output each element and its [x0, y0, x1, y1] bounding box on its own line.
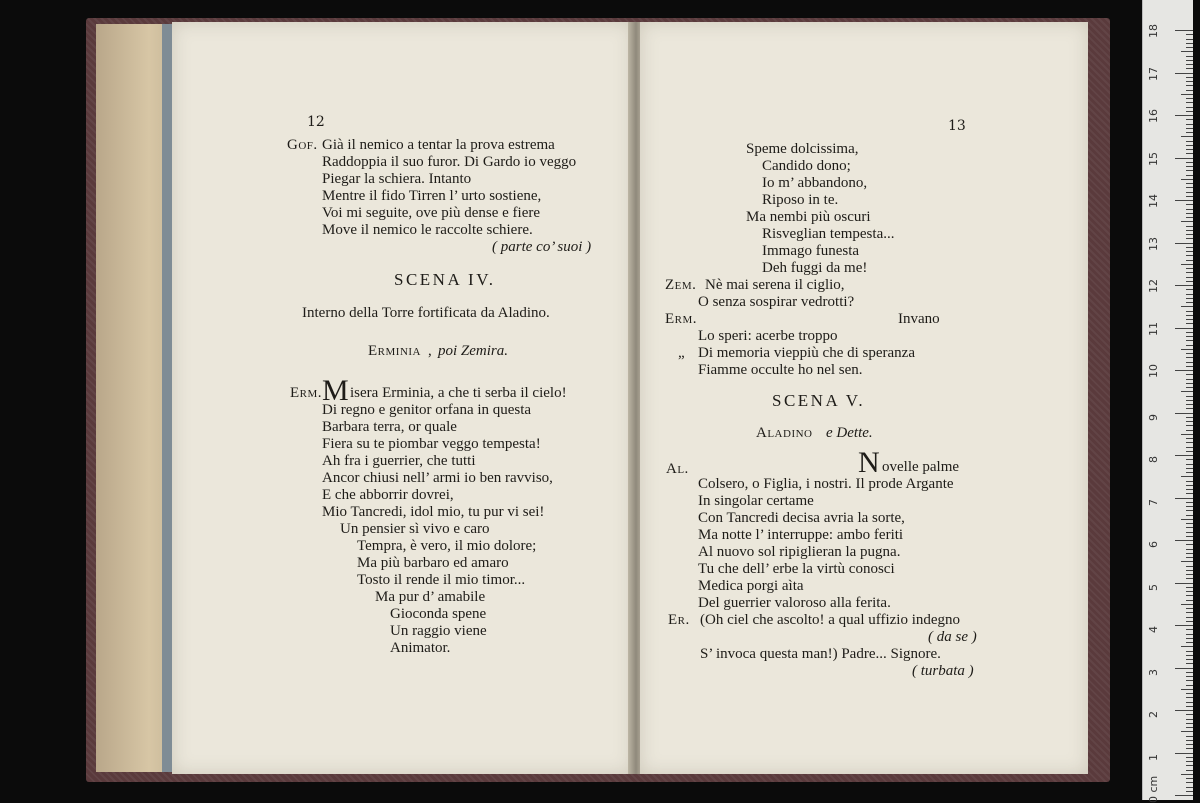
ruler-number: 6 [1147, 541, 1160, 548]
ruler-minor-tick [1186, 340, 1193, 341]
ruler-minor-tick [1186, 383, 1193, 384]
ruler-minor-tick [1186, 676, 1193, 677]
verse-line: Immago funesta [762, 243, 860, 259]
scene-title-iv: SCENA IV. [394, 270, 496, 289]
ruler-minor-tick [1186, 549, 1193, 550]
ruler-minor-tick [1186, 736, 1193, 737]
ruler-minor-tick [1186, 387, 1193, 388]
ruler-number: 12 [1147, 279, 1160, 293]
characters-erminia: Erminia [368, 343, 421, 359]
ruler-minor-tick [1186, 744, 1193, 745]
ruler-minor-tick [1181, 561, 1193, 562]
ruler-minor-tick [1186, 472, 1193, 473]
ruler-major-tick [1175, 30, 1193, 31]
ruler-minor-tick [1186, 217, 1193, 218]
ruler-number: 14 [1147, 194, 1160, 208]
ruler-minor-tick [1186, 107, 1193, 108]
scene-title-v: SCENA V. [772, 391, 866, 410]
ruler-minor-tick [1186, 353, 1193, 354]
ruler-major-tick [1175, 200, 1193, 201]
ruler-minor-tick [1186, 672, 1193, 673]
speaker-al: Al. [666, 461, 689, 477]
ruler-minor-tick [1186, 425, 1193, 426]
ruler-number: 13 [1147, 236, 1160, 251]
ruler-minor-tick [1186, 417, 1193, 418]
right-page [640, 22, 1088, 774]
ruler-minor-tick [1186, 281, 1193, 282]
ruler-minor-tick [1186, 166, 1193, 167]
verse-line: Ma notte l’ interruppe: ambo feriti [698, 527, 904, 543]
ruler-minor-tick [1186, 345, 1193, 346]
page-number-left: 12 [307, 114, 325, 130]
verse-line: (Oh ciel che ascolto! a qual uffizio indegno [700, 612, 961, 628]
ruler-number: 11 [1147, 321, 1160, 336]
verse-line: Risveglian tempesta... [762, 226, 895, 242]
stage-direction: ( da se ) [928, 629, 977, 645]
verse-line: Con Tancredi decisa avria la sorte, [698, 510, 905, 526]
ruler-major-tick [1175, 413, 1193, 414]
ruler-major-tick [1175, 285, 1193, 286]
ruler-minor-tick [1186, 638, 1193, 639]
drop-cap-n: N [858, 446, 880, 479]
verse-line: ovelle palme [882, 459, 960, 475]
ruler-minor-tick [1186, 192, 1193, 193]
ruler-minor-tick [1186, 595, 1193, 596]
ruler-minor-tick [1181, 51, 1193, 52]
ruler-minor-tick [1186, 404, 1193, 405]
ruler-minor-tick [1186, 723, 1193, 724]
verse-line: Piegar la schiera. Intanto [322, 171, 472, 187]
ruler-minor-tick [1186, 600, 1193, 601]
verse-line: Ancor chiusi nell’ armi io ben ravviso, [322, 470, 553, 486]
verse-line: Barbara terra, or quale [322, 419, 457, 435]
ruler-minor-tick [1186, 272, 1193, 273]
verse-line: Colsero, o Figlia, i nostri. Il prode Argante [698, 476, 954, 492]
verse-line: Ma pur d’ amabile [375, 589, 486, 605]
ruler-minor-tick [1186, 719, 1193, 720]
ruler-minor-tick [1186, 489, 1193, 490]
ruler-minor-tick [1186, 757, 1193, 758]
verse-line: Di regno e genitor orfana in questa [322, 402, 532, 418]
endpaper-edge [162, 24, 172, 772]
characters-dette: e Dette. [826, 425, 873, 441]
ruler-minor-tick [1186, 213, 1193, 214]
page-number-right: 13 [948, 118, 966, 134]
ruler-minor-tick [1186, 481, 1193, 482]
ruler-minor-tick [1186, 515, 1193, 516]
verse-line: Animator. [390, 640, 451, 656]
ruler-number: 18 [1147, 24, 1160, 38]
ruler-minor-tick [1186, 111, 1193, 112]
ruler-minor-tick [1186, 357, 1193, 358]
ruler-minor-tick [1181, 519, 1193, 520]
flyleaf [96, 24, 172, 772]
verse-line: O senza sospirar vedrotti? [698, 294, 855, 310]
ruler-minor-tick [1186, 553, 1193, 554]
ruler-minor-tick [1186, 617, 1193, 618]
ruler-minor-tick [1186, 787, 1193, 788]
ruler-minor-tick [1186, 693, 1193, 694]
ruler-number: 8 [1147, 456, 1160, 463]
ruler-minor-tick [1186, 336, 1193, 337]
ruler-minor-tick [1186, 510, 1193, 511]
ruler-major-tick [1175, 73, 1193, 74]
verse-line: Move il nemico le raccolte schiere. [322, 222, 533, 238]
ruler-number: 4 [1147, 626, 1160, 633]
ruler-minor-tick [1186, 289, 1193, 290]
ruler-major-tick [1175, 498, 1193, 499]
verse-line: Lo speri: acerbe troppo [698, 328, 838, 344]
ruler-minor-tick [1186, 493, 1193, 494]
verse-line: Nè mai serena il ciglio, [705, 277, 845, 293]
verse-line: Mentre il fido Tirren l’ urto sostiene, [322, 188, 542, 204]
ruler-major-tick [1175, 243, 1193, 244]
ruler-minor-tick [1186, 680, 1193, 681]
ruler-minor-tick [1186, 60, 1193, 61]
ruler-minor-tick [1186, 655, 1193, 656]
ruler-minor-tick [1186, 532, 1193, 533]
ruler-minor-tick [1186, 544, 1193, 545]
ruler-major-tick [1175, 115, 1193, 116]
ruler-minor-tick [1186, 162, 1193, 163]
ruler-minor-tick [1186, 502, 1193, 503]
ruler-number: 16 [1147, 109, 1160, 123]
ruler-major-tick [1175, 625, 1193, 626]
ruler-minor-tick [1186, 536, 1193, 537]
ruler-minor-tick [1186, 119, 1193, 120]
ruler-minor-tick [1186, 566, 1193, 567]
ruler-minor-tick [1186, 527, 1193, 528]
ruler-minor-tick [1186, 366, 1193, 367]
speaker-erm: Erm. [290, 385, 323, 401]
ruler-minor-tick [1186, 175, 1193, 176]
ruler-minor-tick [1186, 574, 1193, 575]
ruler-major-tick [1175, 328, 1193, 329]
ruler-minor-tick [1186, 234, 1193, 235]
ruler-minor-tick [1186, 778, 1193, 779]
ruler-major-tick [1175, 455, 1193, 456]
verse-line: Di memoria vieppiù che di speranza [698, 345, 916, 361]
ruler-minor-tick [1186, 141, 1193, 142]
ruler-minor-tick [1186, 247, 1193, 248]
ruler-minor-tick [1186, 226, 1193, 227]
ruler-minor-tick [1181, 221, 1193, 222]
verse-line: Io m’ abbandono, [762, 175, 868, 191]
ruler-minor-tick [1186, 260, 1193, 261]
ruler-minor-tick [1186, 47, 1193, 48]
ruler-minor-tick [1186, 642, 1193, 643]
ruler-minor-tick [1181, 731, 1193, 732]
ruler-major-tick [1175, 540, 1193, 541]
ruler-minor-tick [1181, 391, 1193, 392]
verse-line: Ah fra i guerrier, che tutti [322, 453, 476, 469]
ruler-minor-tick [1186, 43, 1193, 44]
ruler-minor-tick [1186, 34, 1193, 35]
ruler-minor-tick [1186, 727, 1193, 728]
ruler-minor-tick [1186, 765, 1193, 766]
ruler-minor-tick [1186, 523, 1193, 524]
ruler-minor-tick [1186, 128, 1193, 129]
verse-line: Già il nemico a tentar la prova estrema [322, 137, 555, 153]
verse-line: isera Erminia, a che ti serba il cielo! [350, 385, 567, 401]
ruler-minor-tick [1186, 430, 1193, 431]
ruler-minor-tick [1186, 459, 1193, 460]
verse-line: Raddoppia il suo furor. Di Gardo io veggo [322, 154, 577, 170]
ruler-minor-tick [1186, 782, 1193, 783]
ruler-minor-tick [1181, 349, 1193, 350]
ruler-minor-tick [1186, 791, 1193, 792]
ruler-minor-tick [1181, 774, 1193, 775]
characters-zemira: poi Zemira. [438, 343, 509, 359]
ruler-minor-tick [1186, 663, 1193, 664]
ruler-minor-tick [1186, 570, 1193, 571]
ruler-number: 17 [1147, 66, 1160, 81]
speaker-zem: Zem. [665, 277, 697, 293]
verse-line: Un pensier sì vivo e caro [340, 521, 490, 537]
verse-line: Gioconda spene [390, 606, 487, 622]
characters-aladino: Aladino [756, 425, 813, 441]
ruler-minor-tick [1186, 400, 1193, 401]
ruler-minor-tick [1186, 612, 1193, 613]
ruler-number: 0 cm [1147, 775, 1160, 803]
ruler-minor-tick [1186, 319, 1193, 320]
ruler-minor-tick [1181, 306, 1193, 307]
verse-line: S’ invoca questa man!) Padre... Signore. [700, 646, 941, 662]
ruler-minor-tick [1186, 396, 1193, 397]
verse-line: Invano [898, 311, 940, 327]
ruler-minor-tick [1186, 132, 1193, 133]
verse-line: Ma nembi più oscuri [746, 209, 871, 225]
ruler-number: 7 [1147, 498, 1160, 506]
ruler-minor-tick [1186, 578, 1193, 579]
verse-line: Medica porgi aìta [698, 578, 804, 594]
ruler-minor-tick [1186, 697, 1193, 698]
ruler-minor-tick [1181, 604, 1193, 605]
ruler-minor-tick [1186, 56, 1193, 57]
verse-line: Tu che dell’ erbe la virtù conosci [698, 561, 895, 577]
ruler-minor-tick [1186, 629, 1193, 630]
ruler-minor-tick [1186, 748, 1193, 749]
ruler-minor-tick [1186, 770, 1193, 771]
ruler-minor-tick [1186, 85, 1193, 86]
ruler-number: 1 [1147, 753, 1160, 761]
ruler-minor-tick [1186, 374, 1193, 375]
left-page [172, 22, 632, 774]
verse-line: Fiamme occulte ho nel sen. [698, 362, 863, 378]
ruler-minor-tick [1186, 124, 1193, 125]
ruler-minor-tick [1186, 608, 1193, 609]
ruler-minor-tick [1186, 438, 1193, 439]
ruler-minor-tick [1186, 64, 1193, 65]
ruler-minor-tick [1186, 209, 1193, 210]
ruler-minor-tick [1186, 591, 1193, 592]
verse-line: Tosto il rende il mio timor... [357, 572, 526, 588]
scene-setting: Interno della Torre fortificata da Aladino. [302, 305, 550, 321]
ruler-minor-tick [1181, 264, 1193, 265]
ruler-minor-tick [1186, 447, 1193, 448]
verse-line: Voi mi seguite, ove più dense e fiere [322, 205, 540, 221]
speaker-erm-right: Erm. [665, 311, 698, 327]
ruler-number: 5 [1147, 583, 1160, 591]
ruler-minor-tick [1186, 740, 1193, 741]
ruler-minor-tick [1186, 149, 1193, 150]
verse-line: Mio Tancredi, idol mio, tu pur vi sei! [322, 504, 545, 520]
ruler-minor-tick [1186, 706, 1193, 707]
ruler-minor-tick [1186, 268, 1193, 269]
ruler-major-tick [1175, 753, 1193, 754]
ruler-number: 9 [1147, 413, 1160, 421]
ruler-minor-tick [1186, 196, 1193, 197]
ruler-minor-tick [1186, 379, 1193, 380]
stage-direction: ( parte co’ suoi ) [492, 239, 592, 255]
ruler-minor-tick [1186, 702, 1193, 703]
ruler-minor-tick [1186, 77, 1193, 78]
ruler-minor-tick [1186, 557, 1193, 558]
ruler-minor-tick [1186, 408, 1193, 409]
ruler-minor-tick [1186, 81, 1193, 82]
ruler-minor-tick [1181, 689, 1193, 690]
ruler-major-tick [1175, 668, 1193, 669]
ruler-minor-tick [1186, 98, 1193, 99]
ruler-minor-tick [1186, 451, 1193, 452]
ruler-minor-tick [1186, 230, 1193, 231]
ruler-minor-tick [1186, 468, 1193, 469]
ruler-minor-tick [1181, 434, 1193, 435]
ruler-number: 2 [1147, 711, 1160, 718]
ruler-minor-tick [1186, 183, 1193, 184]
ruler-minor-tick [1181, 179, 1193, 180]
ruler-minor-tick [1186, 39, 1193, 40]
ruler-minor-tick [1186, 311, 1193, 312]
verse-line: Candido dono; [762, 158, 851, 174]
ruler-number: 10 [1147, 364, 1160, 378]
ruler-minor-tick [1186, 68, 1193, 69]
ruler-minor-tick [1186, 651, 1193, 652]
ruler-minor-tick [1186, 442, 1193, 443]
verse-line: Al nuovo sol ripiglieran la pugna. [698, 544, 901, 560]
ruler-major-tick [1175, 583, 1193, 584]
ruler-minor-tick [1186, 238, 1193, 239]
ruler-minor-tick [1186, 464, 1193, 465]
ruler-minor-tick [1186, 659, 1193, 660]
ruler-major-tick [1175, 710, 1193, 711]
ruler-minor-tick [1186, 294, 1193, 295]
ruler-minor-tick [1186, 302, 1193, 303]
speaker-er: Er. [668, 612, 690, 628]
ruler-minor-tick [1181, 646, 1193, 647]
ruler-number: 15 [1147, 151, 1160, 166]
ruler-minor-tick [1186, 714, 1193, 715]
ruler-minor-tick [1186, 153, 1193, 154]
ruler-minor-tick [1186, 621, 1193, 622]
ruler-major-tick [1175, 158, 1193, 159]
verse-line: Ma più barbaro ed amaro [357, 555, 509, 571]
measuring-ruler [1142, 0, 1193, 803]
ruler-minor-tick [1186, 298, 1193, 299]
ruler-minor-tick [1181, 476, 1193, 477]
verse-line: Riposo in te. [762, 192, 839, 208]
ruler-minor-tick [1186, 485, 1193, 486]
ruler-minor-tick [1186, 315, 1193, 316]
ruler-number: 3 [1147, 668, 1160, 676]
ruler-minor-tick [1186, 204, 1193, 205]
ruler-minor-tick [1186, 761, 1193, 762]
stage-direction: ( turbata ) [912, 663, 974, 679]
ruler-minor-tick [1181, 136, 1193, 137]
drop-cap-m: M [322, 374, 349, 407]
ruler-minor-tick [1186, 685, 1193, 686]
verse-line: In singolar certame [698, 493, 814, 509]
verse-line: Deh fuggi da me! [762, 260, 868, 276]
ruler-minor-tick [1186, 170, 1193, 171]
verse-line: E che abborrir dovrei, [322, 487, 454, 503]
ruler-minor-tick [1186, 251, 1193, 252]
ruler-minor-tick [1186, 506, 1193, 507]
speaker-gof: Gof. [287, 137, 318, 153]
verse-line: Fiera su te piombar veggo tempesta! [322, 436, 541, 452]
ruler-minor-tick [1186, 332, 1193, 333]
ruler-minor-tick [1186, 277, 1193, 278]
quote-mark: „ [678, 345, 685, 361]
ruler-minor-tick [1186, 421, 1193, 422]
ruler-minor-tick [1181, 94, 1193, 95]
ruler-major-tick [1175, 795, 1193, 796]
ruler-minor-tick [1186, 634, 1193, 635]
verse-line: Un raggio viene [390, 623, 487, 639]
ruler-minor-tick [1186, 255, 1193, 256]
ruler-minor-tick [1186, 187, 1193, 188]
ruler-major-tick [1175, 370, 1193, 371]
ruler-minor-tick [1186, 102, 1193, 103]
characters-sep: , [428, 343, 432, 359]
ruler-minor-tick [1186, 587, 1193, 588]
ruler-minor-tick [1186, 323, 1193, 324]
verse-line: Tempra, è vero, il mio dolore; [357, 538, 537, 554]
verse-line: Speme dolcissima, [746, 141, 859, 157]
verse-line: Del guerrier valoroso alla ferita. [698, 595, 891, 611]
ruler-minor-tick [1186, 90, 1193, 91]
ruler-minor-tick [1186, 145, 1193, 146]
ruler-minor-tick [1186, 362, 1193, 363]
